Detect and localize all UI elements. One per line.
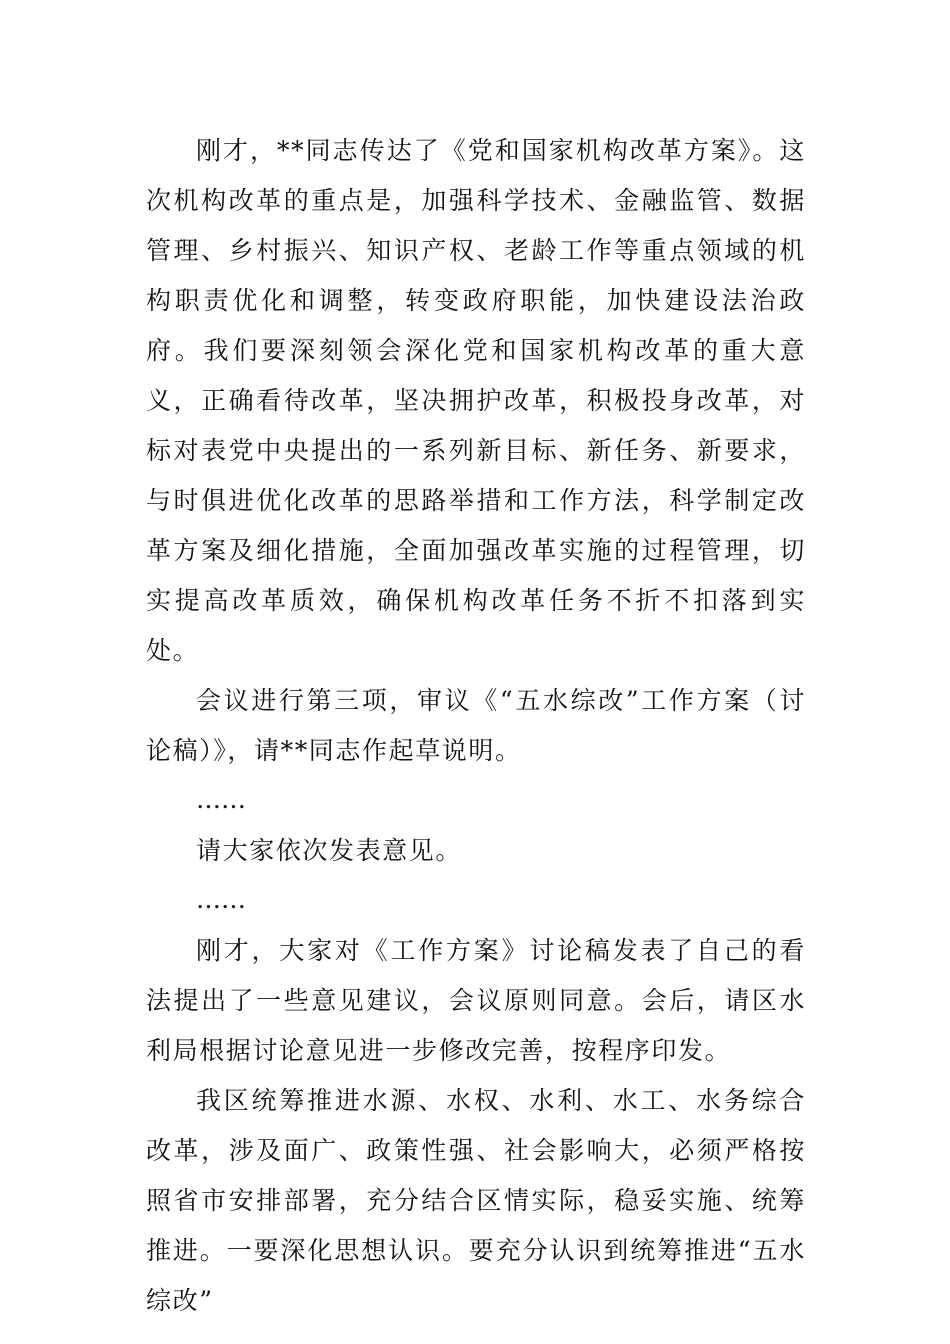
paragraph-reform-plan: 刚才，**同志传达了《党和国家机构改革方案》。这次机构改革的重点是，加强科学技术、金融监管、数据管理、乡村振兴、知识产权、老龄工作等重点领域的机构职责优化和调整，转变政府职能，加快建设法治政府。我们要深刻领会深化党和国家机构改革的重大意义，正确看待改革，坚决拥护改革，积极投身改革，对标对表党中央提出的一系列新目标、新任务、新要求，与时俱进优化改革的思路举措和工作方法，科学制定改革方案及细化措施，全面加强改革实施的过程管理，切实提高改革质效，确保机构改革任务不折不扣落到实处。 (146, 136, 806, 665)
paragraph-agenda-item-three: 会议进行第三项，审议《“五水综改”工作方案（讨论稿）》，请**同志作起草说明。 (146, 686, 806, 765)
ellipsis-2: …… (196, 885, 246, 914)
paragraph-summary-approval: 刚才，大家对《工作方案》讨论稿发表了自己的看法提出了一些意见建议，会议原则同意。会后，请区水利局根据讨论意见进一步修改完善，按程序印发。 (146, 936, 806, 1065)
paragraph-invite-opinions: 请大家依次发表意见。 (196, 836, 463, 865)
paragraph-five-water-reform: 我区统筹推进水源、水权、水利、水工、水务综合改革，涉及面广、政策性强、社会影响大，必须严格按照省市安排部署，充分结合区情实际，稳妥实施、统筹推进。一要深化思想认识。要充分认识到统筹推进“五水综改” (146, 1086, 806, 1315)
ellipsis-1: …… (196, 785, 246, 814)
document-body (146, 126, 806, 1326)
